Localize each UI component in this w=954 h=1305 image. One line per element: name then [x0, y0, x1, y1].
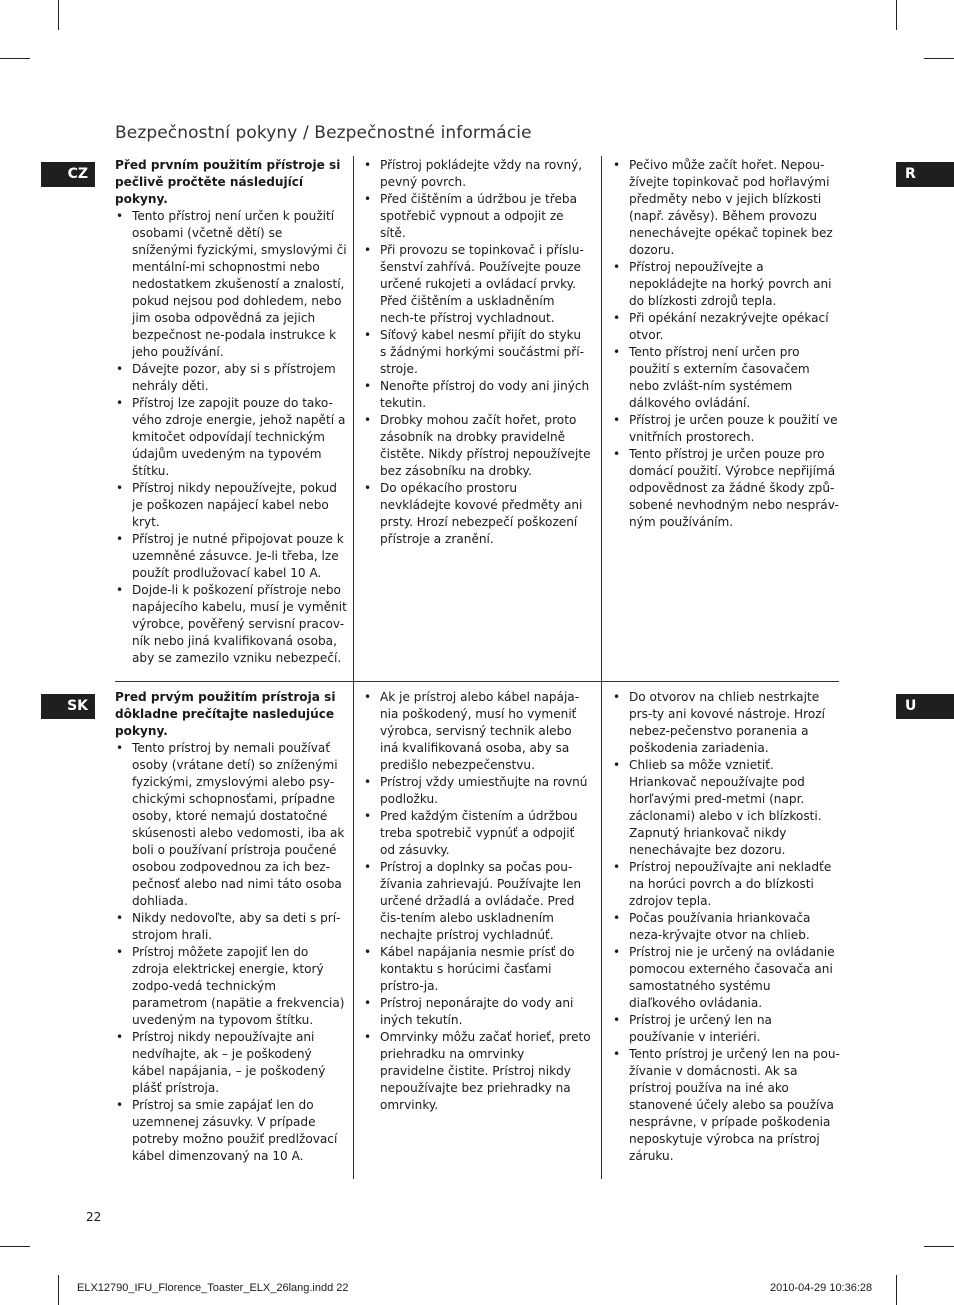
- cz-column-3: [612, 157, 840, 531]
- list-item: • Přístroj pokládejte vždy na rovný, pevný povrch.: [363, 157, 591, 191]
- list-item: • Přístroj nikdy nepoužívejte, pokud je poškozen napájecí kabel nebo kryt.: [115, 480, 347, 531]
- list-item: • Prístroj sa smie zapájať len do uzemnenej zásuvky. V prípade potreby možno použiť predlžovací kábel dimenzovaný na 10 A.: [115, 1097, 347, 1165]
- list-item: • Do otvorov na chlieb nestrkajte prs-ty ani kovové nástroje. Hrozí nebez-pečenstvo poranenia a poškodenia zariadenia.: [612, 689, 840, 757]
- list-item: • Nikdy nedovoľte, aby sa deti s prí-strojom hrali.: [115, 910, 347, 944]
- list-item: • Pred každým čistením a údržbou treba spotrebič vypnúť a odpojiť od zásuvky.: [363, 808, 591, 859]
- cz-column-2: [363, 157, 591, 548]
- crop-mark: [58, 1275, 59, 1305]
- footer-datetime: 2010-04-29 10:36:28: [770, 1282, 873, 1294]
- crop-mark: [896, 1275, 897, 1305]
- list-item: • Prístroj a doplnky sa počas pou-žívania zahrievajú. Používajte len určené držadlá a ovládače. Pred čis-tením alebo uskladnením nechajte prístroj vychladnúť.: [363, 859, 591, 944]
- lang-tab-right-top: R: [896, 162, 954, 187]
- list-item: • Prístroj je určený len na používanie v interiéri.: [612, 1012, 840, 1046]
- sk-heading: Pred prvým použitím prístroja si dôkladne prečítajte nasledujúce pokyny.: [115, 690, 336, 738]
- section-divider: [115, 681, 839, 682]
- column-divider: [353, 682, 354, 1179]
- lang-tab-sk: SK: [41, 694, 95, 719]
- list-item: • Tento prístroj je určený len na pou-žívanie v domácnosti. Ak sa prístroj používa na iné ako stanovené účely alebo sa používa nesprávne, v prípade poškodenia neposkytuje výrobca na prístroj záruku.: [612, 1046, 840, 1165]
- lang-tab-right-bottom: U: [896, 694, 954, 719]
- list-item: • Počas používania hriankovača neza-krývajte otvor na chlieb.: [612, 910, 840, 944]
- list-item: • Chlieb sa môže vznietiť. Hriankovač nepoužívajte pod horľavými pred-metmi (napr. záclonami) alebo v ich blízkosti. Zapnutý hriankovač nikdy nenechávajte bez dozoru.: [612, 757, 840, 859]
- list-item: • Nenořte přístroj do vody ani jiných tekutin.: [363, 378, 591, 412]
- cz-column-1: [115, 157, 347, 667]
- sk-column-2: [363, 689, 591, 1114]
- lang-tab-cz: CZ: [41, 162, 95, 187]
- crop-mark: [924, 1246, 954, 1247]
- list-item: • Prístroj nikdy nepoužívajte ani nedvíhajte, ak – je poškodený kábel napájania, – je poškodený plášť prístroja.: [115, 1029, 347, 1097]
- crop-mark: [0, 58, 30, 59]
- list-item: • Prístroj neponárajte do vody ani iných tekutín.: [363, 995, 591, 1029]
- list-item: • Přístroj je nutné připojovat pouze k uzemněné zásuvce. Je-li třeba, lze použít prodlužovací kabel 10 A.: [115, 531, 347, 582]
- list-item: • Tento prístroj by nemali používať osoby (vrátane detí) so zníženými fyzickými, zmyslovými alebo psy-chickými schopnosťami, prípadne osoby, ktoré nemajú dostatočné skúsenosti alebo vedomosti, iba ak boli o používaní prístroja poučené osobou zodpovednou za ich bez-pečnosť alebo nad nimi táto osoba dohliada.: [115, 740, 347, 910]
- list-item: • Prístroj nepoužívajte ani nekladťe na horúci povrch a do blízkosti zdrojov tepla.: [612, 859, 840, 910]
- cz-heading: Před prvním použitím přístroje si pečlivě pročtěte následující pokyny.: [115, 158, 341, 206]
- list-item: • Před čištěním a údržbou je třeba spotřebič vypnout a odpojit ze sítě.: [363, 191, 591, 242]
- list-item: • Při opékání nezakrývejte opékací otvor.: [612, 310, 840, 344]
- crop-mark: [58, 0, 59, 30]
- crop-mark: [924, 58, 954, 59]
- column-divider: [601, 156, 602, 681]
- column-divider: [601, 682, 602, 1179]
- list-item: • Ak je prístroj alebo kábel napája-nia poškodený, musí ho vymeniť výrobca, servisný technik alebo iná kvalifikovaná osoba, aby sa predišlo nebezpečenstvu.: [363, 689, 591, 774]
- footer-filename: ELX12790_IFU_Florence_Toaster_ELX_26lang.indd 22: [77, 1282, 349, 1294]
- list-item: • Omrvinky môžu začať horieť, preto priehradku na omrvinky pravidelne čistite. Prístroj nikdy nepoužívajte bez priehradky na omrvinky.: [363, 1029, 591, 1114]
- sk-column-3: [612, 689, 840, 1165]
- list-item: • Prístroj vždy umiestňujte na rovnú podložku.: [363, 774, 591, 808]
- list-item: • Drobky mohou začít hořet, proto zásobník na drobky pravidelně čistěte. Nikdy přístroj nepoužívejte bez zásobníku na drobky.: [363, 412, 591, 480]
- list-item: • Prístroj nie je určený na ovládanie pomocou externého časovača ani samostatného systému diaľkového ovládania.: [612, 944, 840, 1012]
- list-item: • Dojde-li k poškození přístroje nebo napájecího kabelu, musí je vyměnit výrobce, pověřený servisní pracov-ník nebo jiná kvalifikovaná osoba, aby se zamezilo vzniku nebezpečí.: [115, 582, 347, 667]
- list-item: • Dávejte pozor, aby si s přístrojem nehrály děti.: [115, 361, 347, 395]
- list-item: • Tento přístroj není určen k použití osobami (včetně dětí) se sníženými fyzickými, smyslovými či mentální-mi schopnostmi nebo nedostatkem zkušeností a znalostí, pokud nejsou pod dohledem, nebo jim osoba odpovědná za jejich bezpečnost ne-podala instrukce k jeho používání.: [115, 208, 347, 361]
- list-item: • Pečivo může začít hořet. Nepou-žívejte topinkovač pod hořlavými předměty nebo v jejich blízkosti (např. závěsy). Během provozu nenechávejte opékač topinek bez dozoru.: [612, 157, 840, 259]
- sk-column-1: [115, 689, 347, 1165]
- column-divider: [353, 156, 354, 681]
- list-item: • Prístroj môžete zapojiť len do zdroja elektrickej energie, ktorý zodpo-vedá technickým parametrom (napätie a frekvencia) uvedeným na typovom štítku.: [115, 944, 347, 1029]
- list-item: • Přístroj lze zapojit pouze do tako-vého zdroje energie, jehož napětí a kmitočet odpovídají technickým údajům uvedeným na typovém štítku.: [115, 395, 347, 480]
- list-item: • Přístroj je určen pouze k použití ve vnitřních prostorech.: [612, 412, 840, 446]
- page-number: 22: [86, 1210, 102, 1224]
- crop-mark: [896, 0, 897, 30]
- list-item: • Do opékacího prostoru nevkládejte kovové předměty ani prsty. Hrozí nebezpečí poškození přístroje a zranění.: [363, 480, 591, 548]
- list-item: • Kábel napájania nesmie prísť do kontaktu s horúcimi časťami prístro-ja.: [363, 944, 591, 995]
- list-item: • Tento přístroj není určen pro použití s externím časovačem nebo zvlášt-ním systémem dálkového ovládání.: [612, 344, 840, 412]
- list-item: • Přístroj nepoužívejte a nepokládejte na horký povrch ani do blízkosti zdrojů tepla.: [612, 259, 840, 310]
- list-item: • Při provozu se topinkovač i příslu-šenství zahřívá. Používejte pouze určené rukojeti a ovládací prvky. Před čištěním a uskladněním nech-te přístroj vychladnout.: [363, 242, 591, 327]
- list-item: • Síťový kabel nesmí přijít do styku s žádnými horkými součástmi pří-stroje.: [363, 327, 591, 378]
- page-title: Bezpečnostní pokyny / Bezpečnostné informácie: [115, 123, 532, 143]
- crop-mark: [0, 1246, 30, 1247]
- list-item: • Tento přístroj je určen pouze pro domácí použití. Výrobce nepřijímá odpovědnost za žádné škody způ-sobené nevhodným nebo nespráv-ným používáním.: [612, 446, 840, 531]
